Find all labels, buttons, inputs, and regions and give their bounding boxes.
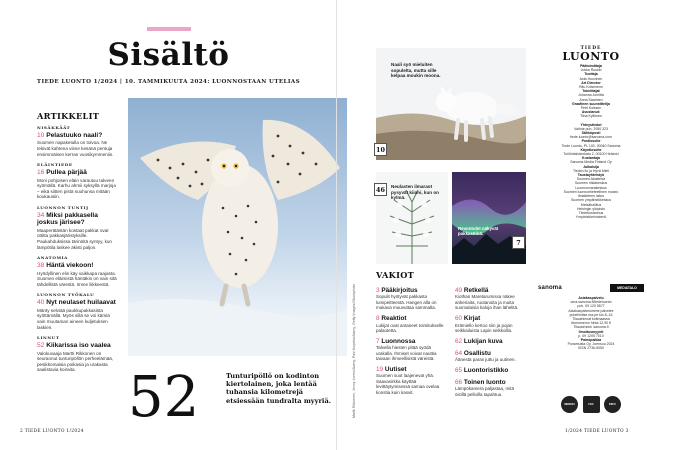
article-item[interactable] <box>37 335 118 373</box>
masthead-value: Tilausehdot: sanoma.fi <box>573 325 609 330</box>
vakiot-desc: Suomen suot laajenevat yhä. Saavasirkka käyttää levittäytymisessä samaa ovelaa konstia kuin kasvit. <box>376 373 440 395</box>
masthead-value: Metsähallitus <box>580 202 602 207</box>
aurora-caption: Revontulet näkyvät pakkasöinä. <box>458 226 499 237</box>
article-desc: Hyödyllinen elin käy vaikkapa raajasta. Suomen eläimistä häntäkin on vain sitä tähdellistä värestä. Imme liikkeestä. <box>37 270 117 287</box>
masthead-label: Taustayhteistyö <box>577 173 605 178</box>
article-head <box>37 262 118 269</box>
plant-page-box: 46 <box>374 183 387 196</box>
feature-caption: Tunturipöllö on kodinton kiertolainen, joka lentää tuhansia kilometrejä etsiessään tundralta myyriä. <box>226 372 332 405</box>
page-number: 7 <box>376 337 380 345</box>
aurora-photo[interactable] <box>452 172 526 264</box>
aurora-page-box: 7 <box>512 236 525 249</box>
article-title: Miksi pakkasella joskus järiseе? <box>37 211 98 227</box>
vakiot-desc: Kiothan Maretarumissa näkee ankeriaita, ruutanoita ja muita suomalaisia kaloja ihan lähelitä. <box>455 294 519 311</box>
page-number: 52 <box>37 342 45 350</box>
aurora-illustration <box>452 172 526 264</box>
masthead-label: Graafinen suunnittelija <box>572 101 610 106</box>
eco-label-icon: MERKKI <box>561 396 578 413</box>
vakiot-head <box>376 287 447 294</box>
fsc-label-icon: FSC <box>583 396 600 413</box>
vakiot-heading: VAKIOT <box>376 270 415 280</box>
page-number: 38 <box>37 262 45 270</box>
plant-caption: Neulasten ilmaraot pysyvät kiinni, kun on kylmä. <box>391 184 439 200</box>
vakiot-title: Reaktiot <box>381 315 407 323</box>
page-number: 10 <box>37 132 45 139</box>
subscription-info <box>536 296 646 351</box>
subscription-lines <box>536 296 646 351</box>
masthead-value: Suomen Akatemia <box>576 177 606 182</box>
page-number: 16 <box>37 169 45 177</box>
article-kicker: ELÄINTIEDE <box>37 162 73 168</box>
masthead-value: Helsingin yliopisto <box>576 206 605 211</box>
vakiot-title: Luontoristikko <box>463 367 509 375</box>
vakiot-head <box>455 367 526 374</box>
accent-bar <box>147 27 191 31</box>
vakiot-item[interactable] <box>376 366 447 395</box>
masthead-label: Asiakaspalvelu <box>578 296 604 300</box>
masthead-value: Luonnonvarakeskus <box>575 185 607 190</box>
article-kicker: LUONNON TYÖKALU <box>37 292 95 298</box>
magazine-logo: LUONTO <box>562 50 620 63</box>
masthead-value: Petri Kolssen <box>580 106 602 111</box>
vakiot-head <box>455 287 526 294</box>
masthead-label: Art Director <box>581 80 601 85</box>
vakiot-head <box>376 366 447 373</box>
articles-column <box>37 125 118 378</box>
vakiot-head <box>455 379 526 386</box>
vakiot-col-2 <box>455 287 526 402</box>
masthead-label: Käyntiosoite <box>580 147 602 152</box>
masthead-value: Tiedon Ilo ja Hyvä Mieli <box>572 168 610 173</box>
article-head <box>37 169 118 176</box>
media-logo: MEDIATALO <box>610 284 644 292</box>
article-item[interactable] <box>37 125 118 157</box>
masthead-label: Tuottaja <box>584 72 598 77</box>
masthead-value: Suomen riistakeskus <box>574 181 608 186</box>
vakiot-item[interactable] <box>455 350 526 363</box>
article-item[interactable] <box>37 255 118 287</box>
folio-left: 2 TIEDE LUONTO 1/2024 <box>20 429 84 434</box>
article-head <box>37 342 118 349</box>
page-number: 60 <box>455 315 463 323</box>
masthead-label: Toimittajat <box>582 89 600 94</box>
page-number: 34 <box>37 211 45 219</box>
page-number: 65 <box>455 367 463 375</box>
vakiot-title: Retkellä <box>463 287 489 294</box>
masthead-value: Ritu Koisenenn <box>579 85 603 90</box>
feature-number: 52 <box>128 365 200 430</box>
page-number: 3 <box>376 287 380 294</box>
vakiot-item[interactable] <box>455 315 526 333</box>
photo-credit: Martti Rikkonen, Jenny Jones/Alamy, Pasi Korpela/Alamy, Getty Images/iStockphoto <box>352 283 356 418</box>
page-number: 64 <box>455 349 463 357</box>
page-number: 62 <box>455 337 463 345</box>
publisher-logos <box>538 283 644 293</box>
article-desc: Moni pohjoisen eläin varautuu talveen syömällä. Karhu ahmii syksyllä marjoja – eikä siitten pistä suuhunsa mitään koukausiin. <box>37 177 116 200</box>
article-head <box>37 212 118 227</box>
masthead-label: Painopaikka <box>580 338 602 343</box>
vakiot-title: Pääkirjoitus <box>381 287 418 294</box>
article-title: Häntä viekoon! <box>46 262 94 270</box>
masthead-value: Tiede Luonto, PL 100, 00040 Sanoma <box>561 143 621 148</box>
article-title: Kiikarissa iso vaalea <box>46 342 111 350</box>
logo-top: TIEDE <box>580 46 602 51</box>
masthead-value: Irtonumeron hinta 12,90 € <box>570 321 612 326</box>
vakiot-item[interactable] <box>376 338 447 362</box>
masthead-value: Ilmatieteen laitos <box>577 194 605 199</box>
masthead-value: ISSN 2736-5050 <box>578 346 604 351</box>
masthead-label: Sähköposti <box>581 131 601 136</box>
vakiot-title: Toinen luonto <box>463 378 506 386</box>
article-desc: Mänty selviää paukkupakkasista syöttämällä. Myös sillä se voi kärsiä vain muutaman aineen kuljetuksen laskien. <box>37 307 110 330</box>
vakiot-item[interactable] <box>376 315 447 333</box>
vakiot-desc: Äänestä paras juttu ja uutinen. <box>455 357 516 363</box>
masthead-value: tiede.luonto@sanoma.com <box>570 135 612 140</box>
page-number: 19 <box>376 365 384 373</box>
article-item[interactable] <box>37 162 118 200</box>
sanoma-logo: sanoma <box>538 285 562 291</box>
vakiot-item[interactable] <box>455 287 526 311</box>
vakiot-title: Kirjat <box>463 315 481 323</box>
masthead-value: p. 09 1205 7010 <box>578 333 604 338</box>
issue-line: TIEDE LUONTO 1/2024 | 10. TAMMIKUUTA 2024: LUONNOSTAAN UTELIAS <box>36 79 301 85</box>
article-title: Pullea pärjää <box>46 169 87 177</box>
masthead-value: Suomen ympäristökeskus <box>570 198 612 203</box>
article-desc: Suomen napaketulla on toivoa. Ne tekivät kahtena viime kesänä pentuja ensimmäisen kerran vuosikymmeniin. <box>37 140 114 157</box>
vakiot-title: Lukijan kuva <box>463 337 503 345</box>
vakiot-head <box>376 315 447 322</box>
pefc-label-icon: PEFC <box>604 396 621 413</box>
page-number: 40 <box>37 299 45 307</box>
article-desc: Valokuvaaja Martti Rikkonen on seurannut tunturipöllön perheelämää, pesikkomaisia poikasia ja urakasta saalistavia koiraita. <box>37 350 114 373</box>
masthead-value: Anna Saarinen <box>579 97 603 102</box>
vakiot-desc: Lukijat ovat antaneet toimitukselle palautetta. <box>376 322 444 333</box>
article-head <box>37 132 118 139</box>
masthead-label: Avustanut: <box>581 110 601 115</box>
vakiot-desc: Erämiello kertoo siin ja pojan seikkailuista Lapin seikkoilla. <box>455 322 513 333</box>
vakiot-col-1 <box>376 287 447 402</box>
vakiot-columns <box>376 287 526 402</box>
masthead-value: Johanna Jumitta <box>578 93 604 98</box>
masthead-label: Julkaisija <box>583 164 599 169</box>
article-kicker: LINNUT <box>37 335 60 341</box>
vakiot-desc: Lämpökamera paljastaa, mitä öisillä pelloilla tapahtuu. <box>455 386 515 397</box>
vakiot-head <box>455 315 526 322</box>
masthead-value: Toölönlahdenkatu 2, 00100 Helsinki <box>563 152 619 157</box>
vakiot-desc: Talvella hiesten pitää syödä urakalla. Ihmiset voivat nauttia taivaan ihmeellisistä väreistä. <box>376 345 437 362</box>
artikkelit-heading: ARTIKKELIT <box>37 111 100 121</box>
page-number: 66 <box>455 378 463 386</box>
masthead-label: Yhteystiedot <box>580 122 602 127</box>
page-gutter <box>336 0 337 450</box>
vakiot-item[interactable] <box>376 287 447 311</box>
masthead-value: Sanoma Media Finland Oy <box>570 160 612 165</box>
fox-page-box: 10 <box>374 143 387 156</box>
masthead-label: Kustantaja <box>582 156 600 161</box>
masthead-value: Tiedekustannus <box>578 210 604 215</box>
article-head <box>37 299 118 306</box>
vakiot-title: Luonnossa <box>381 337 416 345</box>
masthead-label: Ilmoitusmyynti <box>578 329 604 334</box>
article-item[interactable] <box>37 292 118 330</box>
vakiot-item[interactable] <box>455 367 526 374</box>
vakiot-head <box>376 338 447 345</box>
article-title: Pelastuuko naali? <box>46 132 103 139</box>
masthead-value: oma.sanoma.fi/tiedeluonto <box>570 300 612 305</box>
article-title: Nyt neulaset huilaavat <box>46 299 116 307</box>
masthead-value: Punamusta Oy, Joensuu 2024 <box>567 342 615 347</box>
masthead-value: Asiakaspalvelumme palvelee <box>568 308 614 313</box>
article-kicker: ANATOMIA <box>37 255 68 261</box>
article-item[interactable] <box>37 205 118 250</box>
vakiot-item[interactable] <box>455 338 526 345</box>
masthead-value: puhelimitse ma-pe klo 8–16 <box>569 312 613 317</box>
masthead-lines <box>536 64 646 219</box>
vakiot-head <box>455 338 526 345</box>
eco-labels <box>561 396 621 414</box>
article-kicker: NISÄKKÄÄT <box>37 125 71 130</box>
masthead-value: Tiina Kyllönen <box>580 114 602 119</box>
vakiot-desc: Sopulit hyötyvät pakkasta lumipeitteestä. Hangen alla on mukava muuvuttaa sammalta. <box>376 294 437 311</box>
masthead-label: Päätoimittaja <box>580 64 602 68</box>
masthead-value: puh. 09 120 5577 <box>577 304 605 309</box>
masthead-value: Asta Huovinen <box>579 76 603 81</box>
masthead-value: Tilaushinnat kotimaassa <box>572 317 610 322</box>
masthead-value: Ympäristöministeriö <box>575 215 607 220</box>
fox-caption: Naali syö mieluiten sopulelta, mutta sille kelpaa moukin moona. <box>391 62 441 79</box>
vakiot-title: Uutiset <box>384 365 407 373</box>
vakiot-title: Osallistu <box>463 349 491 357</box>
masthead-value: Suomen luonnontieteellinen museo <box>563 189 619 194</box>
page-number: 49 <box>455 287 463 294</box>
masthead-label: Postiosoite <box>581 139 601 144</box>
page-title: Sisältö <box>107 37 230 73</box>
page-number: 8 <box>376 315 380 323</box>
masthead <box>536 46 646 219</box>
masthead-value: Jukka Ruukki <box>580 68 602 73</box>
article-kicker: LUONNON TUNTIJ <box>37 204 89 210</box>
snowy-owl-photo[interactable] <box>128 98 347 356</box>
vakiot-item[interactable] <box>455 379 526 397</box>
snowy-owl-illustration <box>128 98 347 356</box>
article-desc: Maaperätästän kostaat pakkat ovat ottitta pakkasjäristyksille. Paukahduksissa tärinöitä syntyy, kun lämpötila laskee äkisti paljon. <box>37 227 112 250</box>
masthead-value: Vaihde puh. 2050 323 <box>574 126 608 131</box>
folio-right: 1/2024 TIEDE LUONTO 3 <box>565 429 629 434</box>
